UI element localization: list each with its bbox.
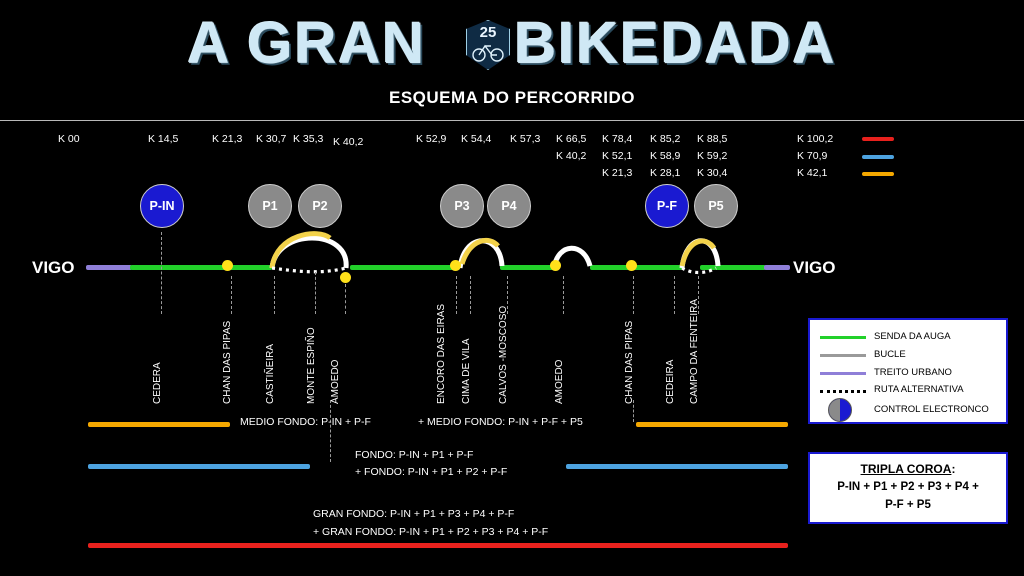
km-label: K 28,1 [650,167,681,179]
route-bar-gran-fondo [88,543,788,548]
control-marker-label: P3 [454,199,470,213]
km-label: K 85,2 [650,133,681,145]
route-label-gran-fondo: GRAN FONDO: P-IN + P1 + P3 + P4 + P-F [313,508,515,520]
waypoint-dot-3 [450,260,461,271]
km-label: K 54,4 [461,133,492,145]
km-label: K 35,3 [293,133,324,145]
endpoint-left: VIGO [32,258,75,277]
km-label: K 88,5 [697,133,728,145]
place-label: ENCORO DAS EIRAS [436,303,447,404]
control-marker-p-f[interactable] [645,184,689,228]
km-label: K 58,9 [650,150,681,162]
control-marker-label: P5 [708,199,724,213]
tripla-coroa-title-suffix: : [951,462,956,476]
place-label: CEDEIRA [665,359,676,404]
legend-label-urbano: TREITO URBANO [874,367,952,378]
km-label: K 57,3 [510,133,541,145]
legend-box [808,318,1008,424]
route-label-medio-fondo: + MEDIO FONDO: P-IN + P-F + P5 [418,416,583,428]
route-label-gran-fondo: + GRAN FONDO: P-IN + P1 + P2 + P3 + P4 + P-F [313,526,549,538]
page-title [0,10,1024,77]
km-label: K 100,2 [797,133,834,145]
route-label-fondo: FONDO: P-IN + P1 + P-F [355,449,474,461]
control-marker-p2[interactable] [298,184,342,228]
km-label: K 21,3 [212,133,243,145]
place-label: AMOEDO [554,359,565,404]
title-part1: A GRAN [187,11,427,76]
route-bar-medio-fondo [636,422,788,427]
km-label: K 21,3 [602,167,633,179]
control-marker-label: P4 [501,199,517,213]
place-label: CAMPO DA FENTEIRA [689,298,700,404]
km-label: K 52,9 [416,133,447,145]
waypoint-dot-4 [550,260,561,271]
tripla-coroa-title-text: TRIPLA COROA [860,462,952,476]
route-label-medio-fondo: MEDIO FONDO: P-IN + P-F [240,416,371,428]
km-label: K 40,2 [556,150,587,162]
control-marker-label: P2 [312,199,328,213]
control-marker-p5[interactable] [694,184,738,228]
km-label: K 66,5 [556,133,587,145]
tripla-coroa-line1: P-IN + P1 + P2 + P3 + P4 + [837,481,979,493]
control-marker-p1[interactable] [248,184,292,228]
route-label-fondo: + FONDO: P-IN + P1 + P2 + P-F [355,466,508,478]
place-label: MONTE ESPIÑO [306,327,317,404]
legend-swatch-senda [820,336,866,339]
endpoint-right: VIGO [793,258,836,277]
place-label: CALVOS -MOSCOSO [498,305,509,404]
route-bar-fondo [566,464,788,469]
tripla-coroa-line2: P-F + P5 [885,499,931,511]
km-label: K 14,5 [148,133,179,145]
control-marker-p3[interactable] [440,184,484,228]
km-label: K 70,9 [797,150,828,162]
waypoint-dot-2 [340,272,351,283]
badge-number: 25 [479,24,497,41]
route-bar-fondo [88,464,310,469]
legend-swatch-bucle [820,354,866,357]
km-label: K 59,2 [697,150,728,162]
logo-badge [466,20,510,70]
control-electronic-icon [828,398,852,422]
km-label: K 42,1 [797,167,828,179]
legend-label-bucle: BUCLE [874,349,906,360]
control-marker-label: P-IN [149,199,175,213]
page-subtitle: ESQUEMA DO PERCORRIDO [388,88,635,107]
place-label: CHAN DAS PIPAS [222,320,233,404]
tripla-coroa-title [810,462,1006,476]
header-divider [0,120,1024,121]
place-label: AMOEDO [330,359,341,404]
km-label: K 30,4 [697,167,728,179]
bike-icon [472,40,504,62]
km-label: K 40,2 [333,136,364,148]
km-label: K 78,4 [602,133,633,145]
control-marker-label: P1 [262,199,278,213]
control-marker-p4[interactable] [487,184,531,228]
km-label: K 52,1 [602,150,633,162]
distance-bar [862,137,894,141]
title-part2: BIKEDADA [514,11,837,76]
place-label: CEDERA [152,362,163,404]
control-marker-p-in[interactable] [140,184,184,228]
place-label: CIMA DE VILA [461,338,472,404]
legend-swatch-alternativa [820,390,866,396]
legend-label-control: CONTROL ELECTRONCO [874,404,989,415]
legend-swatch-urbano [820,372,866,375]
route-bar-medio-fondo [88,422,230,427]
place-label: CHAN DAS PIPAS [624,320,635,404]
legend-label-senda: SENDA DA AUGA [874,331,951,342]
waypoint-dot-5 [626,260,637,271]
place-label: CASTIÑEIRA [265,343,276,404]
control-marker-label: P-F [656,199,678,213]
km-label: K 30,7 [256,133,287,145]
tripla-coroa-box [808,452,1008,524]
waypoint-dot-1 [222,260,233,271]
legend-label-alternativa: RUTA ALTERNATIVA [874,384,964,395]
km-label: K 00 [58,133,80,145]
